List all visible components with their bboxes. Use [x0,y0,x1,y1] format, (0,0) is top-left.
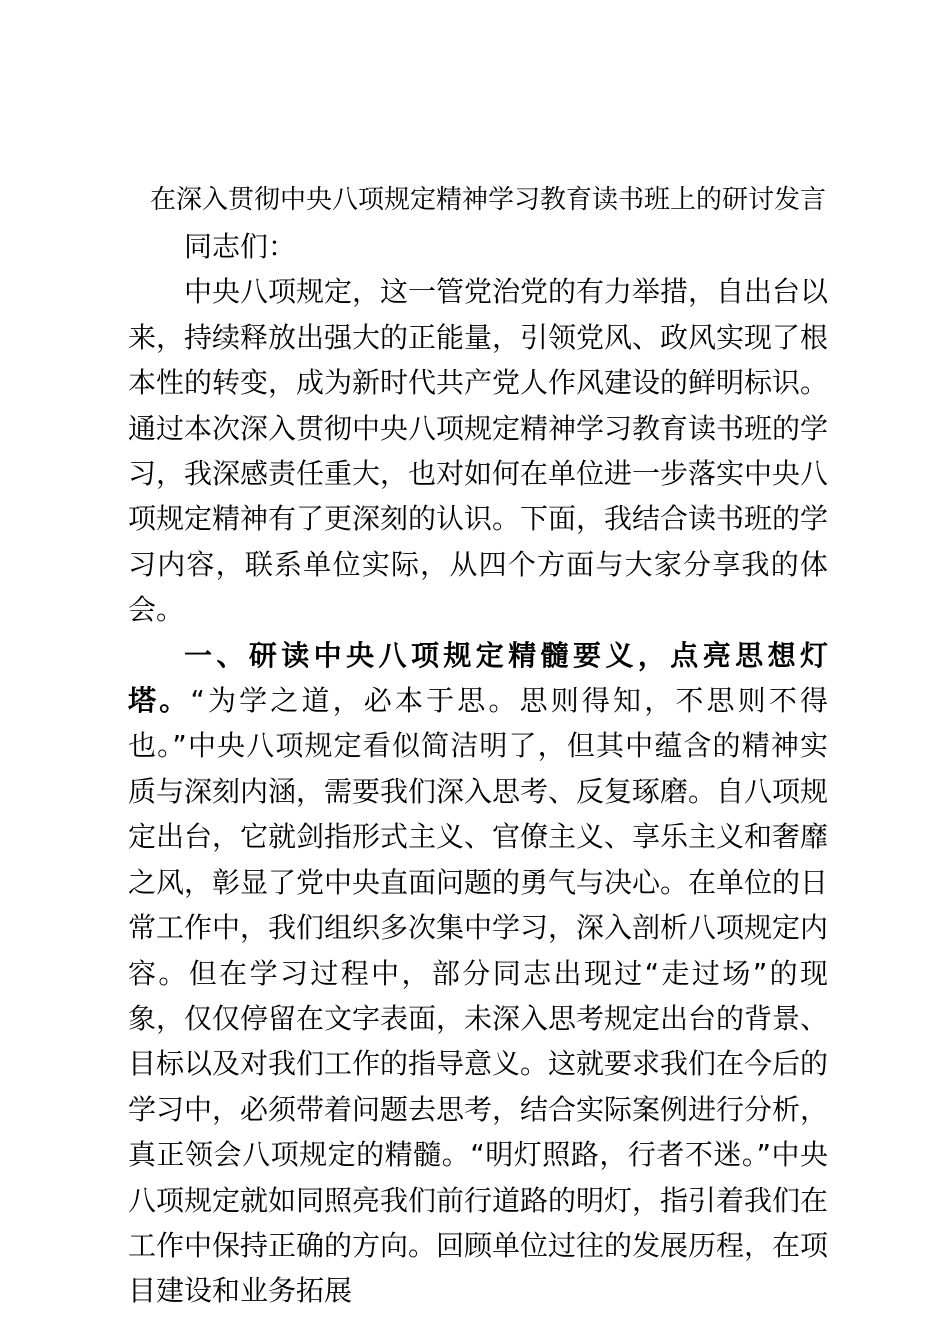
document-title: 在深入贯彻中央八项规定精神学习教育读书班上的研讨发言 [150,185,827,215]
document-body [128,224,828,1314]
paragraph-intro [128,269,828,632]
salutation: 同志们： [184,230,297,263]
section-heading: 一、研读中央八项规定精髓要义，点亮思想灯塔。 [128,638,828,718]
paragraph-text: 中央八项规定，这一管党治党的有力举措，自出台以来，持续释放出强大的正能量，引领党风、政风实现了根本性的转变，成为新时代共产党人作风建设的鲜明标识。通过本次深入贯彻中央八项规定精神学习教育读书班的学习，我深感责任重大，也对如何在单位进一步落实中央八项规定精神有了更深刻的认识。下面，我结合读书班的学习内容，联系单位实际，从四个方面与大家分享我的体会。 [128,275,829,627]
paragraph-section-one [128,633,828,1314]
paragraph-text: “为学之道，必本于思。思则得知，不思则不得也。”中央八项规定看似简洁明了，但其中蕴含的精神实质与深刻内涵，需要我们深入思考、反复琢磨。自八项规定出台，它就剑指形式主义、官僚主义、享乐主义和奢靡之风，彰显了党中央直面问题的勇气与决心。在单位的日常工作中，我们组织多次集中学习，深入剖析八项规定内容。但在学习过程中，部分同志出现过“走过场”的现象，仅仅停留在文字表面，未深入思考规定出台的背景、目标以及对我们工作的指导意义。这就要求我们在今后的学习中，必须带着问题去思考，结合实际案例进行分析，真正领会八项规定的精髓。“明灯照路，行者不迷。”中央八项规定就如同照亮我们前行道路的明灯，指引着我们在工作中保持正确的方向。回顾单位过往的发展历程，在项目建设和业务拓展 [128,684,829,1308]
